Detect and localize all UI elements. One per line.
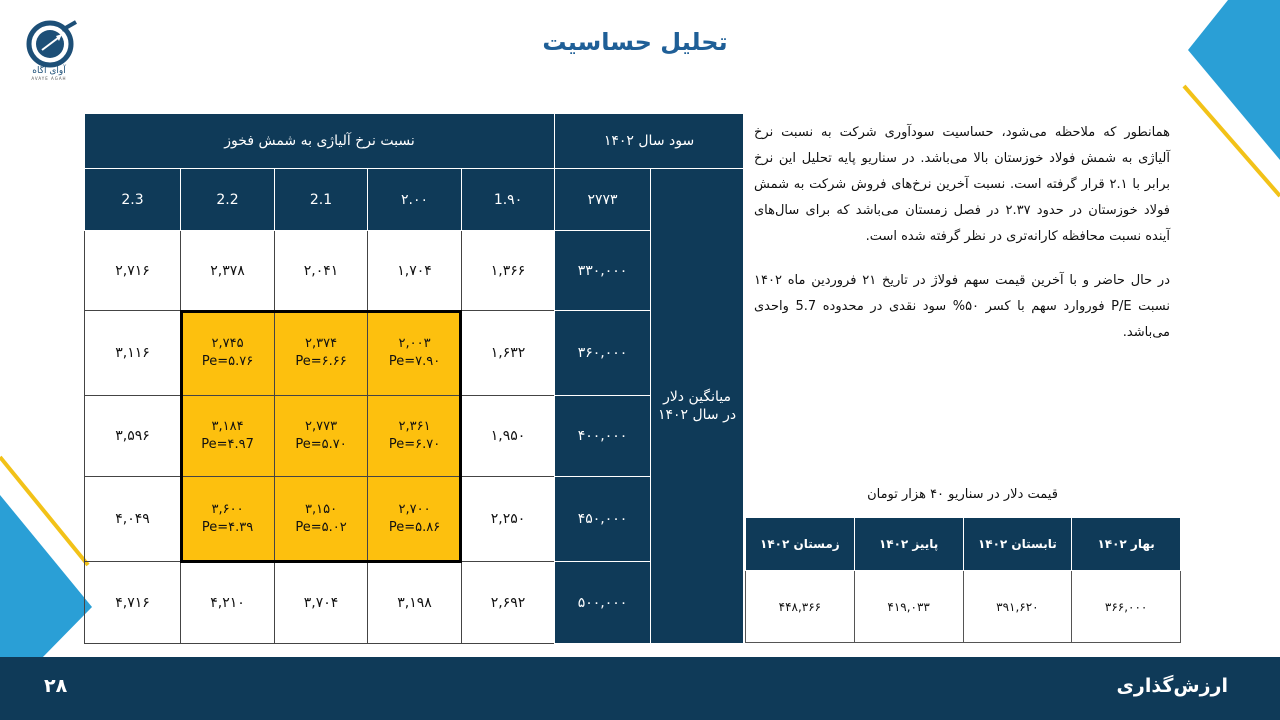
value-cell: ۱,۶۳۲ <box>462 311 555 396</box>
highlighted-cell: ۳,۱۵۰ Pe=۵.۰۲ <box>275 477 368 562</box>
season-header: بهار ۱۴۰۲ <box>1072 518 1181 571</box>
highlighted-cell: ۲,۷۷۳ Pe=۵.۷۰ <box>275 396 368 477</box>
paragraph: در حال حاضر و با آخرین قیمت سهم فولاژ در تاریخ ۲۱ فروردین ماه ۱۴۰۲ نسبت P/E فوروارد سهم با کسر ۵۰% سود نقدی در محدوده 5.7 واحدی می‌باشد. <box>754 273 1171 340</box>
season-value: ۳۹۱,۶۲۰ <box>963 571 1072 643</box>
dollar-cell: ۵۰۰,۰۰۰ <box>555 562 651 644</box>
value-cell: ۲,۲۵۰ <box>462 477 555 562</box>
dollar-price-table <box>745 517 1181 643</box>
table-row <box>85 477 744 562</box>
ratio-cell: 2.2 <box>181 169 275 231</box>
paragraph: همانطور که ملاحظه می‌شود، حساسیت سودآوری شرکت به نسبت نرخ آلیاژی به شمش فولاد خوزستان بالا می‌باشد. در سناریو پایه تحلیل این نرخ برابر با ۲.۱ قرار گرفته است. نسبت آخرین نرخ‌های فروش شرکت به شمش فولاد خوزستان در حدود ۲.۳۷ در فصل زمستان می‌باشد که برای سال‌های آینده نسبت محافظه کارانه‌تری در نظر گرفته شده است. <box>754 125 1170 244</box>
ratio-cell: 2.3 <box>85 169 181 231</box>
ratio-header: نسبت نرخ آلیاژی به شمش فخوز <box>85 114 555 169</box>
page-title: تحلیل حساسیت <box>542 28 728 56</box>
section-label: ارزش‌گذاری <box>1116 675 1228 697</box>
value-cell: ۲,۷۱۶ <box>85 231 181 311</box>
highlighted-cell: ۳,۶۰۰ Pe=۴.۳۹ <box>181 477 275 562</box>
value-cell: ۱,۷۰۴ <box>368 231 462 311</box>
description-text <box>754 120 1170 346</box>
value-cell: ۴,۷۱۶ <box>85 562 181 644</box>
season-header: زمستان ۱۴۰۲ <box>746 518 855 571</box>
dollar-table-caption: قیمت دلار در سناریو ۴۰ هزار تومان <box>867 487 1058 502</box>
ratio-cell: 1.۹۰ <box>462 169 555 231</box>
logo-text: آوای آگاه AVAYE AGAH <box>31 66 67 81</box>
corner-value: ۲۷۷۳ <box>555 169 651 231</box>
ratio-cell: ۲.۰۰ <box>368 169 462 231</box>
profit-header: سود سال ۱۴۰۲ <box>555 114 744 169</box>
highlighted-cell: ۳,۱۸۴ Pe=۴.۹7 <box>181 396 275 477</box>
dollar-cell: ۴۵۰,۰۰۰ <box>555 477 651 562</box>
value-cell: ۳,۷۰۴ <box>275 562 368 644</box>
season-value: ۴۱۹,۰۳۳ <box>854 571 963 643</box>
season-value: ۴۴۸,۳۶۶ <box>746 571 855 643</box>
highlighted-cell: ۲,۷۴۵ Pe=۵.۷۶ <box>181 311 275 396</box>
table-row <box>85 562 744 644</box>
value-cell: ۱,۳۶۶ <box>462 231 555 311</box>
value-cell: ۳,۵۹۶ <box>85 396 181 477</box>
table-row <box>85 396 744 477</box>
row-group-header: میانگین دلار در سال ۱۴۰۲ <box>651 169 744 644</box>
value-cell: ۳,۱۹۸ <box>368 562 462 644</box>
highlighted-cell: ۲,۷۰۰ Pe=۵.۸۶ <box>368 477 462 562</box>
dollar-cell: ۳۶۰,۰۰۰ <box>555 311 651 396</box>
ratio-cell: 2.1 <box>275 169 368 231</box>
value-cell: ۲,۳۷۸ <box>181 231 275 311</box>
value-cell: ۴,۲۱۰ <box>181 562 275 644</box>
footer-bar <box>0 657 1280 720</box>
value-cell: ۲,۶۹۲ <box>462 562 555 644</box>
highlighted-cell: ۲,۰۰۳ Pe=۷.۹۰ <box>368 311 462 396</box>
highlighted-cell: ۲,۳۶۱ Pe=۶.۷۰ <box>368 396 462 477</box>
value-cell: ۳,۱۱۶ <box>85 311 181 396</box>
table-row <box>85 311 744 396</box>
value-cell: ۱,۹۵۰ <box>462 396 555 477</box>
page-number: ۲۸ <box>44 675 68 697</box>
value-cell: ۲,۰۴۱ <box>275 231 368 311</box>
dollar-cell: ۳۳۰,۰۰۰ <box>555 231 651 311</box>
value-cell: ۴,۰۴۹ <box>85 477 181 562</box>
season-header: تابستان ۱۴۰۲ <box>963 518 1072 571</box>
sensitivity-table <box>84 113 744 644</box>
season-header: پاییز ۱۴۰۲ <box>854 518 963 571</box>
season-value: ۳۶۶,۰۰۰ <box>1072 571 1181 643</box>
table-row <box>85 231 744 311</box>
highlighted-cell: ۲,۳۷۴ Pe=۶.۶۶ <box>275 311 368 396</box>
dollar-cell: ۴۰۰,۰۰۰ <box>555 396 651 477</box>
